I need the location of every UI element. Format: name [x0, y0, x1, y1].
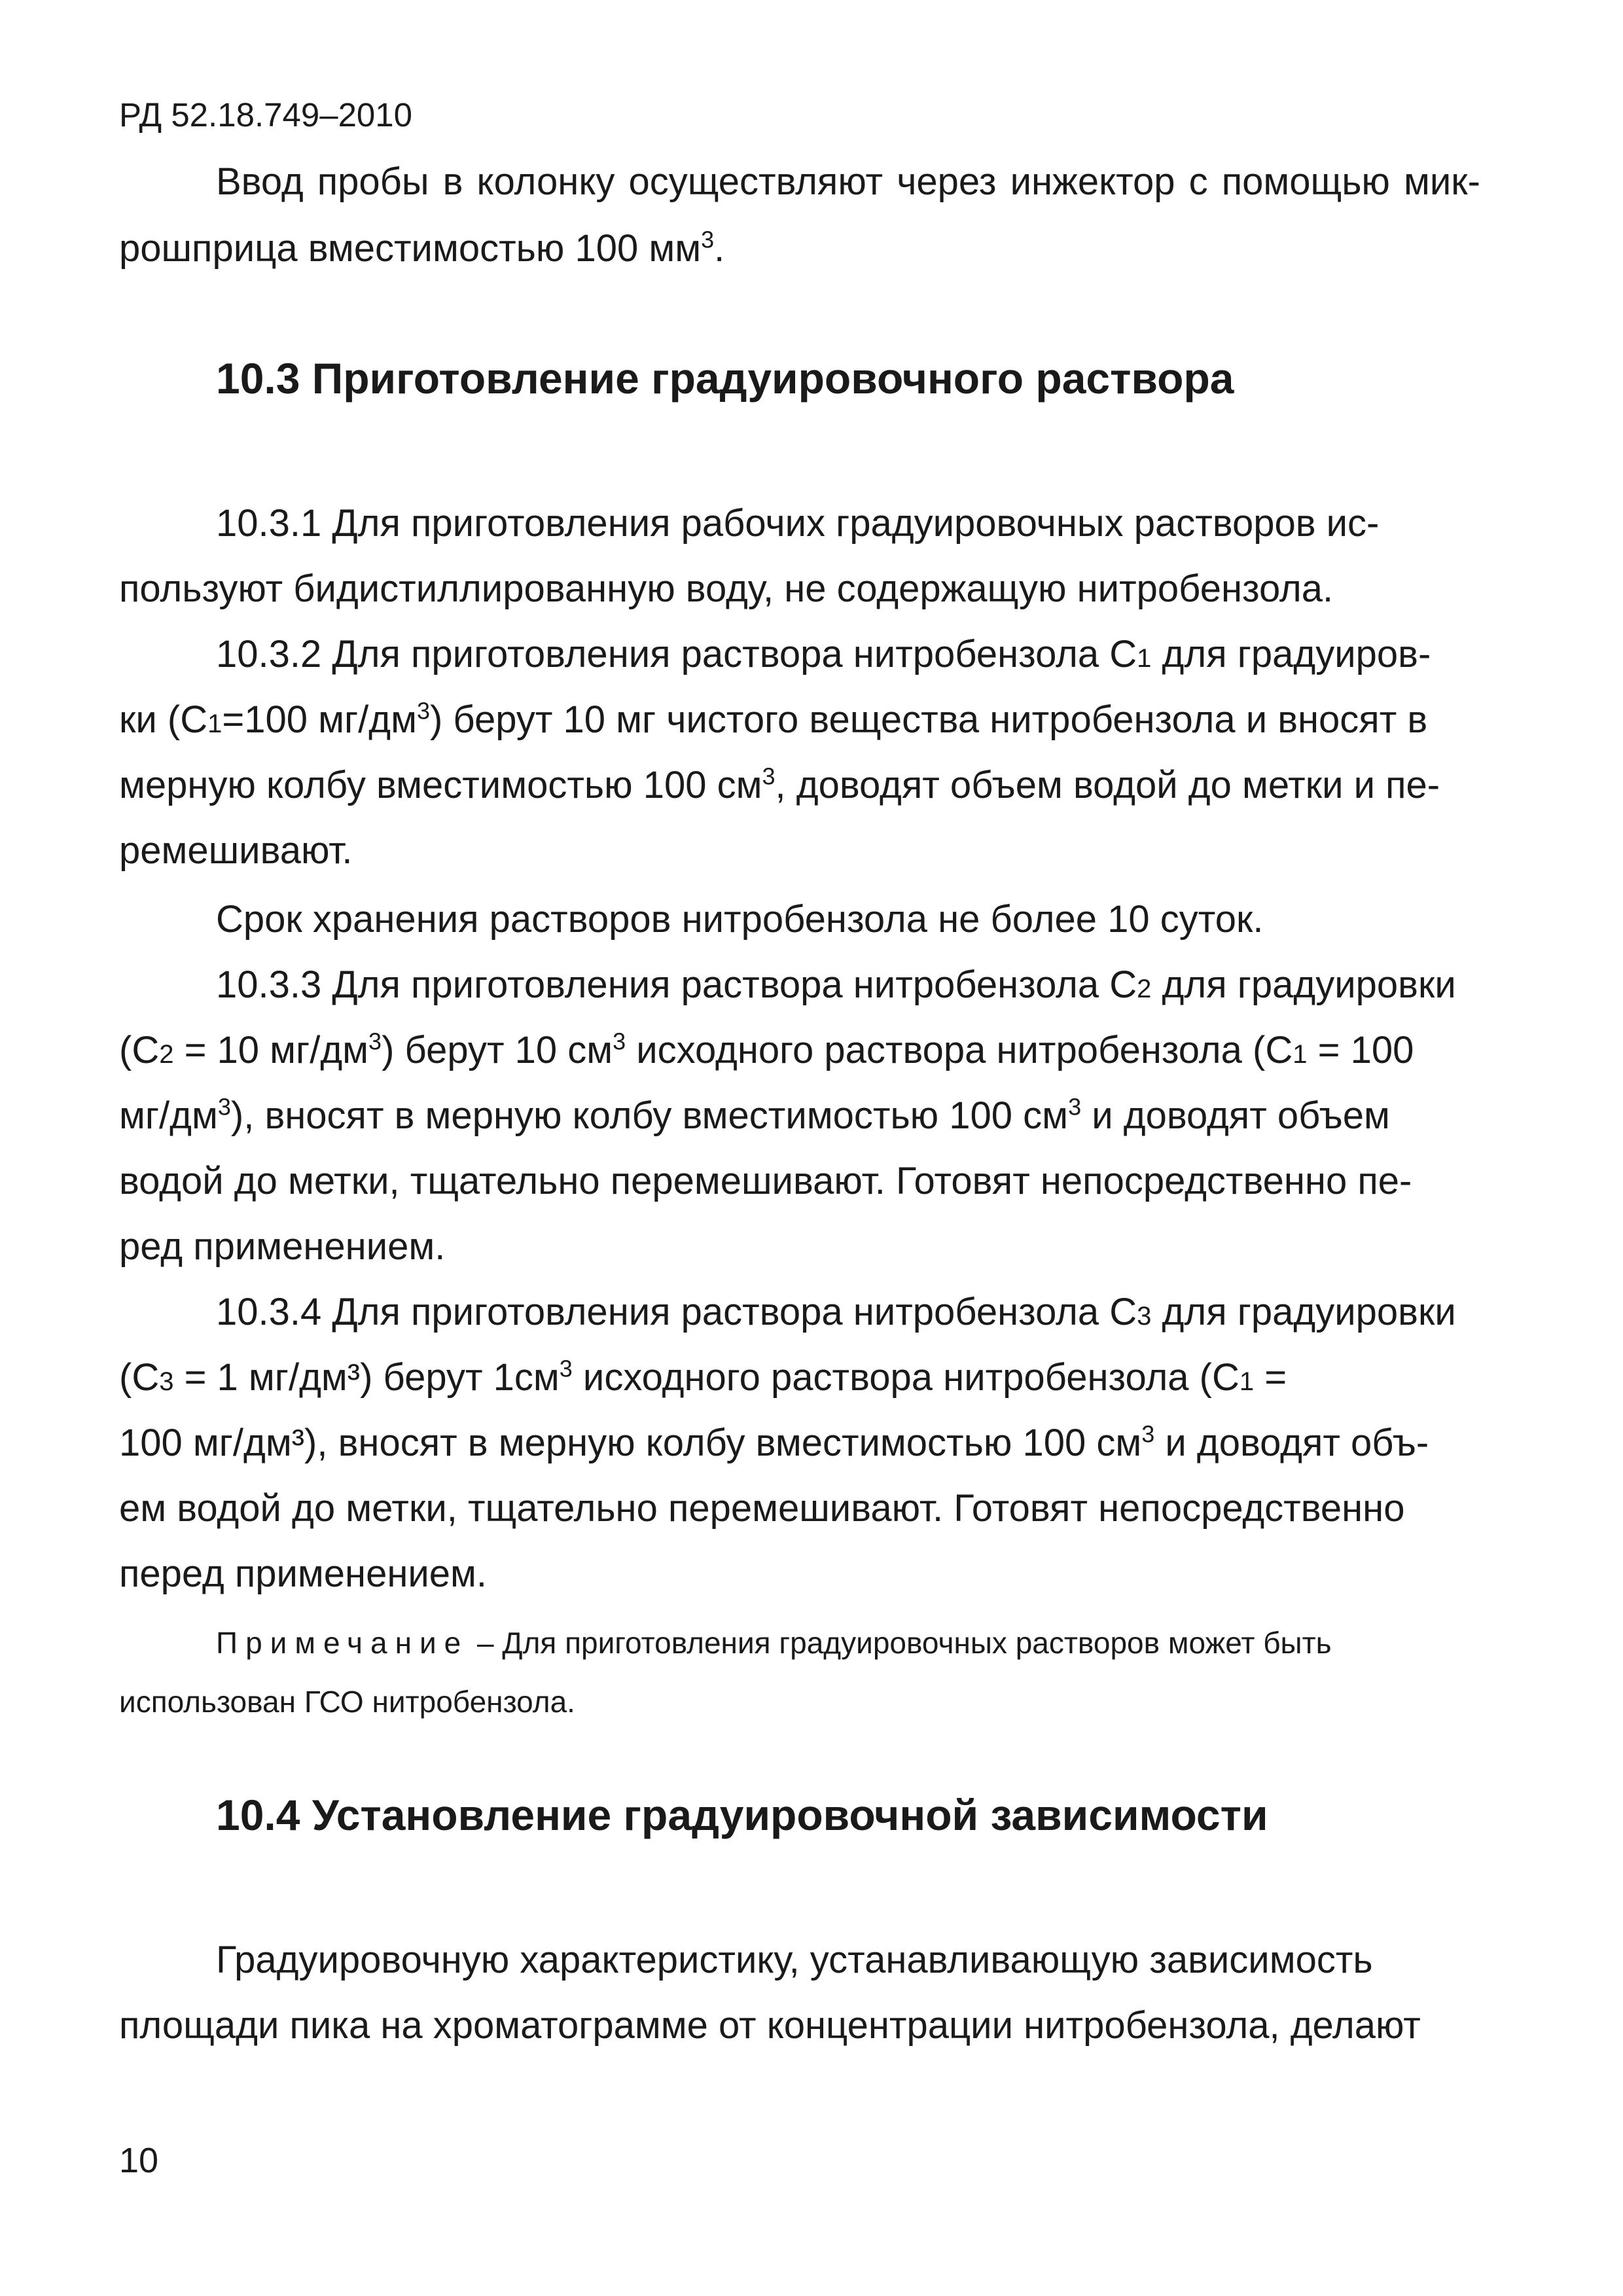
note-line-1: Примечание – Для приготовления градуировочных растворов может быть — [216, 1626, 1332, 1660]
para-10-3-2-line-1: 10.3.2 Для приготовления раствора нитробензола С1 для градуиров- — [216, 633, 1431, 675]
para-10-3-2-line-4: ремешивают. — [119, 829, 353, 872]
para-10-3-4-line-2: (С3 = 1 мг/дм³) берут $1см^3$ исходного раствора нитробензола (С1 = — [119, 1355, 1287, 1399]
storage-note: Срок хранения растворов нитробензола не более 10 суток. — [216, 898, 1264, 941]
para-10-4-line-2: площади пика на хроматограмме от концентрации нитробензола, делают — [119, 2004, 1421, 2047]
para-10-3-4-line-5: перед применением. — [119, 1552, 488, 1595]
intro-line-1: Ввод пробы в колонку осуществляют через инжектор с помощью мик- — [216, 160, 1480, 203]
para-10-3-4-line-3: 100 мг/дм³), вносят в мерную колбу вместимостью 100 $см^3$ и доводят объ- — [119, 1420, 1429, 1464]
intro-line-2: рошприца вместимостью 100 $мм^3$. — [119, 226, 725, 270]
para-10-3-1-line-1: 10.3.1 Для приготовления рабочих градуировочных растворов ис- — [216, 502, 1380, 545]
section-heading-10-3: 10.3 Приготовление градуировочного раствора — [216, 354, 1234, 403]
para-10-3-3-line-4: водой до метки, тщательно перемешивают. Готовят непосредственно пе- — [119, 1160, 1412, 1202]
para-10-3-2-line-3: мерную колбу вместимостью 100 $см^3$, доводят объем водой до метки и пе- — [119, 762, 1440, 806]
para-10-3-3-line-1: 10.3.3 Для приготовления раствора нитробензола С2 для градуировки — [216, 963, 1456, 1006]
para-10-3-4-line-1: 10.3.4 Для приготовления раствора нитробензола С3 для градуировки — [216, 1291, 1456, 1333]
para-10-3-3-line-2: (С2 = 10 $мг/дм^3$) берут 10 $см^3$ исходного раствора нитробензола (С1 = 100 — [119, 1028, 1414, 1071]
para-10-3-1-line-2: пользуют бидистиллированную воду, не содержащую нитробензола. — [119, 567, 1334, 610]
page-number: 10 — [119, 2141, 159, 2180]
note-line-2: использован ГСО нитробензола. — [119, 1685, 575, 1719]
para-10-3-3-line-3: $мг/дм^3$), вносят в мерную колбу вместимостью 100 $см^3$ и доводят объем — [119, 1093, 1390, 1137]
para-10-3-2-line-2: ки (С1=100 $мг/дм^3$) берут 10 мг чистого вещества нитробензола и вносят в — [119, 697, 1428, 741]
document-code: РД 52.18.749–2010 — [119, 96, 413, 134]
para-10-4-line-1: Градуировочную характеристику, устанавливающую зависимость — [216, 1939, 1373, 1981]
para-10-3-3-line-5: ред применением. — [119, 1225, 446, 1268]
para-10-3-4-line-4: ем водой до метки, тщательно перемешивают. Готовят непосредственно — [119, 1487, 1405, 1530]
section-heading-10-4: 10.4 Установление градуировочной зависимости — [216, 1791, 1268, 1839]
